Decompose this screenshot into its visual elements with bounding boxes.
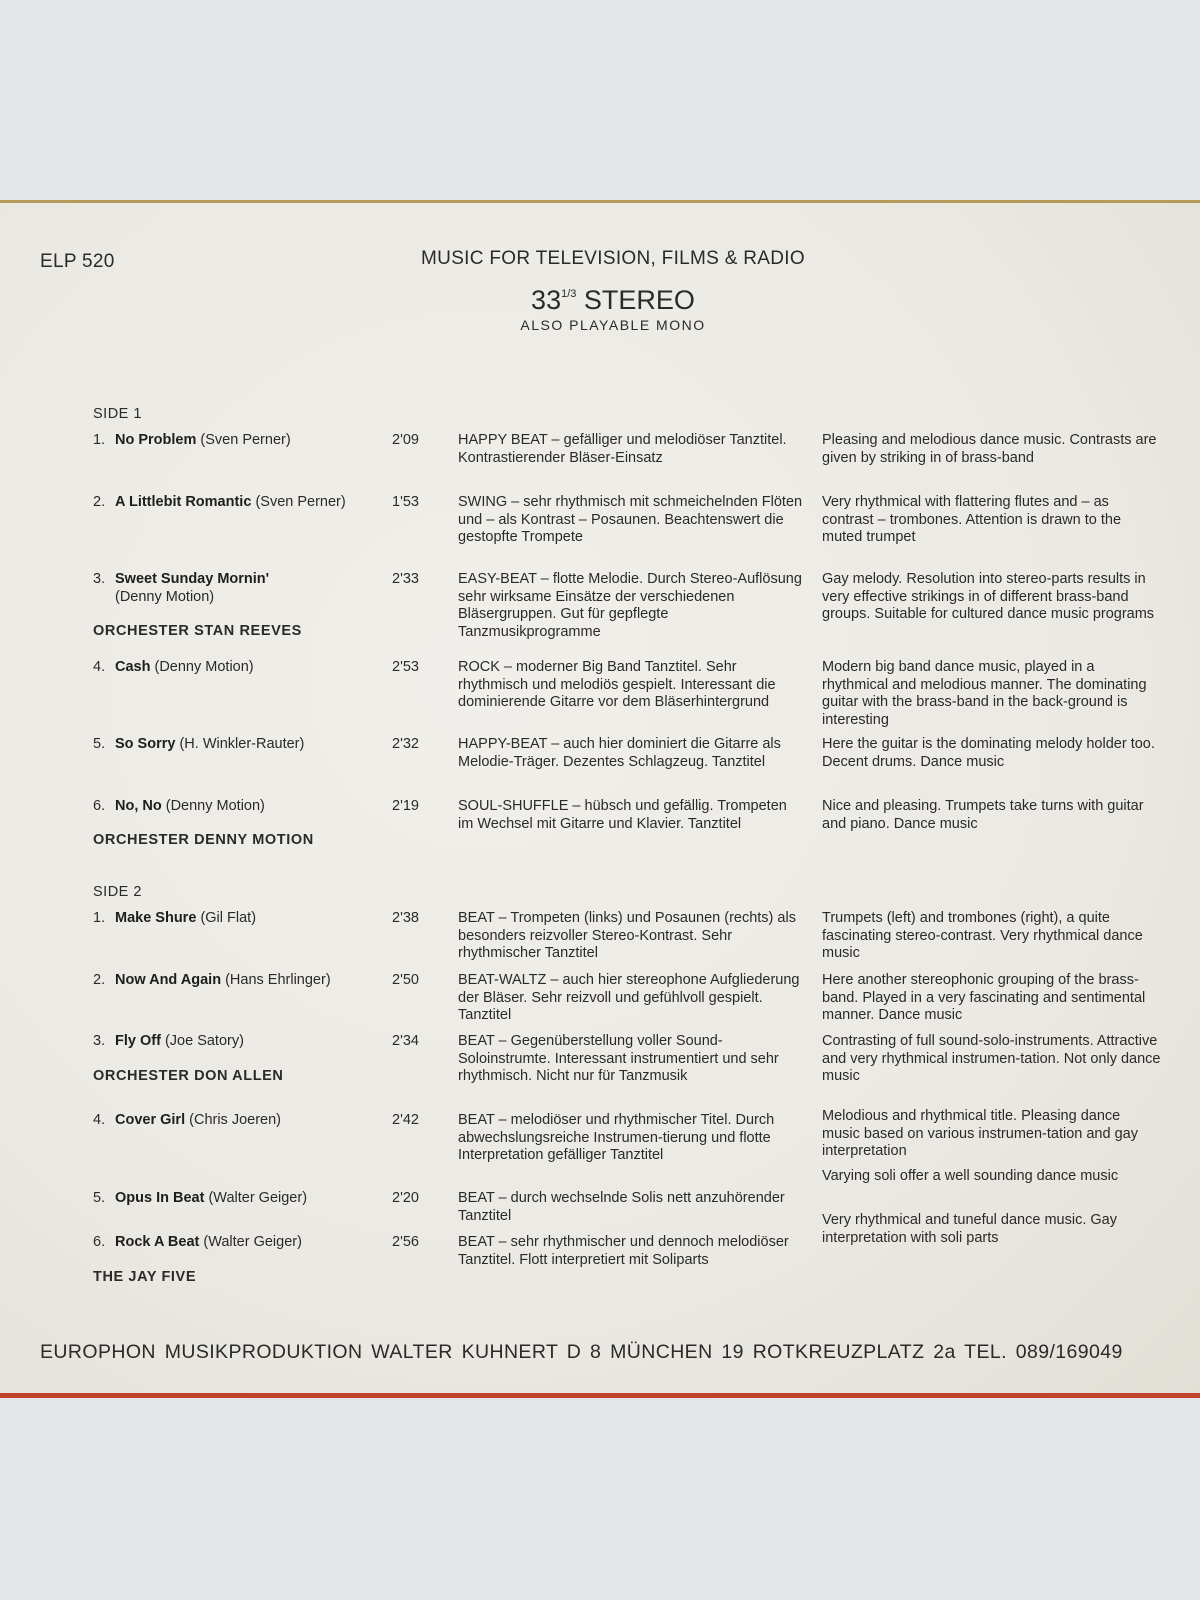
- track-composer: (Sven Perner): [255, 494, 346, 510]
- track-duration: 2'50: [392, 972, 419, 988]
- description-german: BEAT – Gegenüberstellung voller Sound-Soloinstrumte. Interessant instrumentiert und sehr rhythmisch. Nicht nur für Tanzmusik: [458, 1033, 779, 1084]
- track-number: 5.: [93, 1190, 106, 1206]
- side-label: SIDE 2: [93, 884, 142, 900]
- track-number: 6.: [93, 1234, 106, 1250]
- track-name: Cover Girl: [115, 1112, 186, 1128]
- track-title: [115, 571, 375, 606]
- catalog-number: ELP 520: [40, 251, 115, 272]
- description-german: HAPPY-BEAT – auch hier dominiert die Gitarre als Melodie-Träger. Dezentes Schlagzeug. Tanztitel: [458, 736, 781, 770]
- track-duration: 2'34: [392, 1033, 419, 1049]
- track-name: Now And Again: [115, 972, 222, 988]
- track-title: [115, 659, 254, 677]
- description-german: BEAT – melodiöser und rhythmischer Titel. Durch abwechslungsreiche Instrumen-tierung und flotte Interpretation gefälliger Tanztitel: [458, 1112, 775, 1163]
- track-name: No, No: [115, 798, 162, 814]
- description-german: SWING – sehr rhythmisch mit schmeichelnden Flöten und – als Kontrast – Posaunen. Beachtenswert die gestopfte Trompete: [458, 494, 803, 545]
- track-duration: 2'53: [392, 659, 419, 675]
- track-duration: 2'19: [392, 798, 419, 814]
- track-number: 6.: [93, 798, 106, 814]
- track-composer: (Joe Satory): [164, 1033, 244, 1049]
- track-number: 1.: [93, 432, 106, 448]
- track-composer: (Denny Motion): [115, 588, 215, 605]
- track-name: Sweet Sunday Mornin': [115, 571, 270, 587]
- orchestra-credit: ORCHESTER DENNY MOTION: [93, 832, 314, 848]
- description-english: Here another stereophonic grouping of the brass-band. Played in a very fascinating and sentimental manner. Dance music: [822, 972, 1146, 1023]
- track-composer: (H. Winkler-Rauter): [179, 736, 305, 752]
- track-composer: (Denny Motion): [154, 659, 254, 675]
- description-german: ROCK – moderner Big Band Tanztitel. Sehr rhythmisch und melodiös gespielt. Interessant die dominierende Gitarre vor dem Bläserhintergrund: [458, 659, 776, 710]
- track-duration: 1'53: [392, 494, 419, 510]
- speed: 33: [531, 285, 562, 315]
- track-duration: 2'42: [392, 1112, 419, 1128]
- description-english: Contrasting of full sound-solo-instruments. Attractive and very rhythmical instrumen-tation. Not only dance music: [822, 1033, 1161, 1084]
- track-duration: 2'38: [392, 910, 419, 926]
- track-composer: (Hans Ehrlinger): [225, 972, 331, 988]
- mono-note: ALSO PLAYABLE MONO: [520, 317, 706, 333]
- track-number: 3.: [93, 1033, 106, 1049]
- description-english: Very rhythmical and tuneful dance music. Gay interpretation with soli parts: [822, 1212, 1117, 1246]
- description-english: Trumpets (left) and trombones (right), a quite fascinating stereo-contrast. Very rhythmical dance music: [822, 910, 1143, 961]
- description-german: HAPPY BEAT – gefälliger und melodiöser Tanztitel. Kontrastierender Bläser-Einsatz: [458, 432, 787, 466]
- track-title: [115, 1033, 244, 1051]
- track-name: A Littlebit Romantic: [115, 494, 252, 510]
- side-label: SIDE 1: [93, 406, 142, 422]
- description-english: Pleasing and melodious dance music. Contrasts are given by striking in of brass-band: [822, 432, 1157, 466]
- track-name: Cash: [115, 659, 151, 675]
- track-composer: (Sven Perner): [200, 432, 291, 448]
- track-name: Make Shure: [115, 910, 197, 926]
- track-composer: (Gil Flat): [200, 910, 257, 926]
- track-name: No Problem: [115, 432, 197, 448]
- track-composer: (Chris Joeren): [189, 1112, 281, 1128]
- track-title: [115, 972, 331, 990]
- track-name: Rock A Beat: [115, 1234, 200, 1250]
- description-english: Gay melody. Resolution into stereo-parts results in very effective strikings in of different brass-band groups. Suitable for cultured dance music programs: [822, 571, 1155, 622]
- description-german: BEAT – durch wechselnde Solis nett anzuhörender Tanztitel: [458, 1190, 785, 1224]
- description-german: BEAT-WALTZ – auch hier stereophone Aufgliederung der Bläser. Sehr reizvoll und gefühlvoll gespielt. Tanztitel: [458, 972, 800, 1023]
- speed-fraction: 1/3: [561, 288, 577, 300]
- orchestra-credit: ORCHESTER DON ALLEN: [93, 1068, 284, 1084]
- track-number: 2.: [93, 494, 106, 510]
- track-title: [115, 798, 265, 816]
- track-duration: 2'56: [392, 1234, 419, 1250]
- track-number: 1.: [93, 910, 106, 926]
- description-english: Very rhythmical with flattering flutes and – as contrast – trombones. Attention is drawn to the muted trumpet: [822, 494, 1122, 545]
- publisher-footer: EUROPHON MUSIKPRODUKTION WALTER KUHNERT D 8 MÜNCHEN 19 ROTKREUZPLATZ 2a TEL. 089/169049: [40, 1341, 1123, 1363]
- track-number: 3.: [93, 571, 106, 587]
- track-duration: 2'20: [392, 1190, 419, 1206]
- album-title: MUSIC FOR TELEVISION, FILMS & RADIO: [421, 248, 805, 269]
- track-title: [115, 910, 256, 928]
- track-title: [115, 432, 291, 450]
- description-english: Modern big band dance music, played in a rhythmical and melodious manner. The dominating guitar with the brass-band in the back-ground is interesting: [822, 659, 1147, 728]
- orchestra-credit: THE JAY FIVE: [93, 1269, 197, 1285]
- track-composer: (Denny Motion): [165, 798, 265, 814]
- track-composer: (Walter Geiger): [208, 1190, 308, 1206]
- description-german: SOUL-SHUFFLE – hübsch und gefällig. Trompeten im Wechsel mit Gitarre und Klavier. Tanztitel: [458, 798, 787, 832]
- description-german: BEAT – Trompeten (links) und Posaunen (rechts) als besonders reizvoller Stereo-Kontrast. Sehr rhythmischer Tanztitel: [458, 910, 796, 961]
- track-title: [115, 1190, 307, 1208]
- track-duration: 2'32: [392, 736, 419, 752]
- format: STEREO: [583, 285, 695, 315]
- description-english: Melodious and rhythmical title. Pleasing dance music based on various instrumen-tation and gay interpretation: [822, 1108, 1138, 1159]
- record-sleeve-back: [0, 200, 1200, 1398]
- track-name: Opus In Beat: [115, 1190, 205, 1206]
- track-duration: 2'09: [392, 432, 419, 448]
- track-title: [115, 494, 346, 512]
- description-english: Here the guitar is the dominating melody holder too. Decent drums. Dance music: [822, 736, 1155, 770]
- track-title: [115, 1112, 281, 1130]
- speed-format: [0, 285, 1200, 316]
- track-duration: 2'33: [392, 571, 419, 587]
- track-title: [115, 1234, 302, 1252]
- track-number: 2.: [93, 972, 106, 988]
- track-composer: (Walter Geiger): [203, 1234, 302, 1250]
- orchestra-credit: ORCHESTER STAN REEVES: [93, 623, 302, 639]
- track-number: 5.: [93, 736, 106, 752]
- track-name: So Sorry: [115, 736, 176, 752]
- track-number: 4.: [93, 1112, 106, 1128]
- description-german: EASY-BEAT – flotte Melodie. Durch Stereo-Auflösung sehr wirksame Einsätze der verschiedenen Bläsergruppen. Gut für gepflegte Tanzmusikprogramme: [458, 571, 802, 640]
- track-number: 4.: [93, 659, 106, 675]
- description-english: Varying soli offer a well sounding dance music: [822, 1168, 1119, 1184]
- description-english: Nice and pleasing. Trumpets take turns with guitar and piano. Dance music: [822, 798, 1144, 832]
- track-name: Fly Off: [115, 1033, 161, 1049]
- description-german: BEAT – sehr rhythmischer und dennoch melodiöser Tanztitel. Flott interpretiert mit Soliparts: [458, 1234, 789, 1268]
- track-title: [115, 736, 304, 754]
